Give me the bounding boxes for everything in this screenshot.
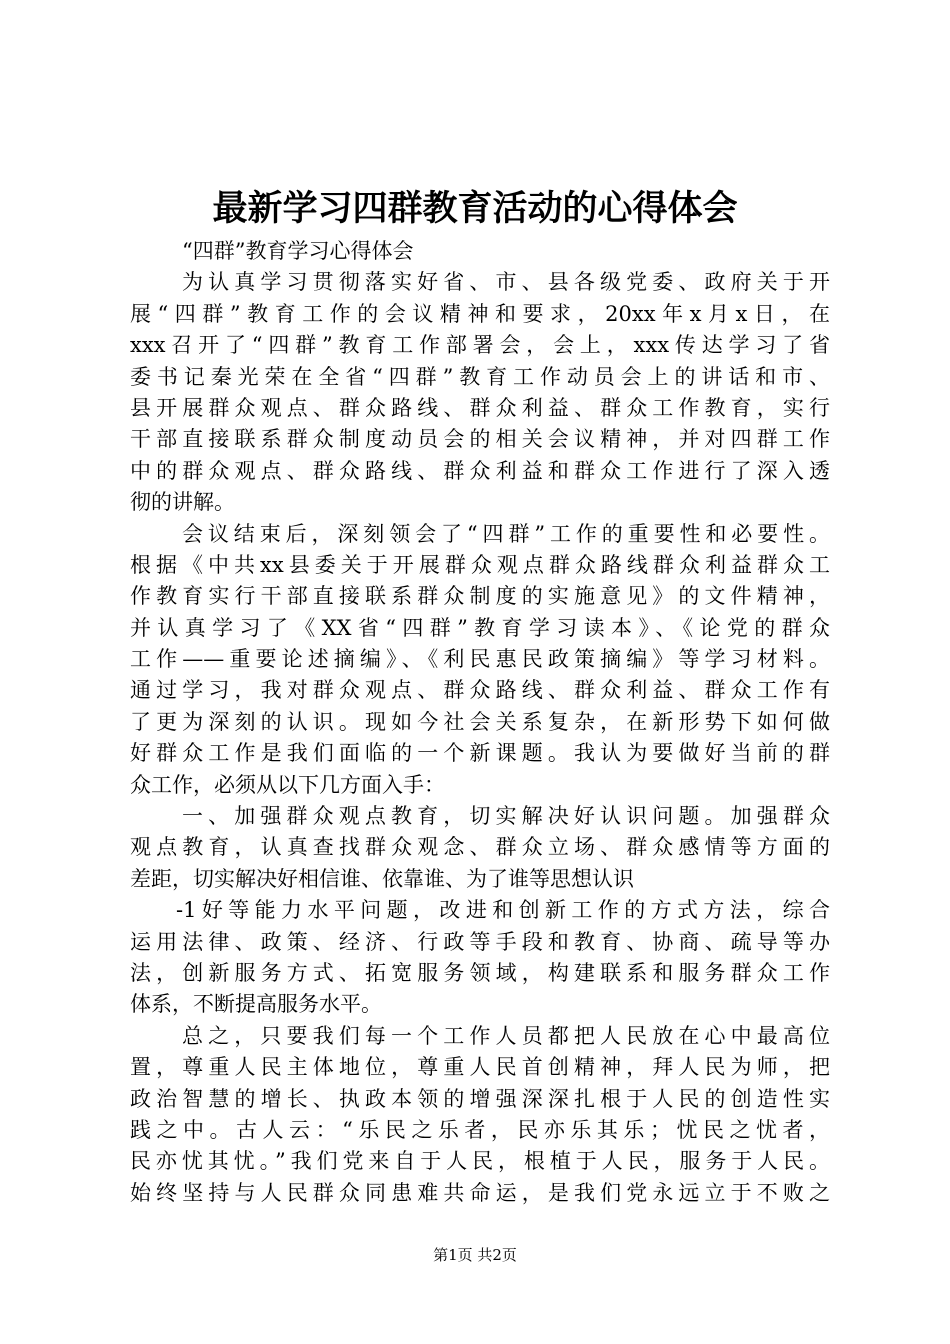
paragraph-line: 彻的讲解。: [130, 490, 235, 515]
paragraph-line: 工作——重要论述摘编》、《利民惠民政策摘编》等学习材料。: [130, 647, 830, 672]
subtitle-line: “四群”教育学习心得体会: [182, 239, 414, 263]
paragraph-line: xxx召开了“四群”教育工作部署会，会上，xxx传达学习了省: [130, 333, 830, 358]
paragraph-line: 运用法律、政策、经济、行政等手段和教育、协商、疏导等办: [130, 929, 830, 954]
paragraph-line: -1好等能力水平问题，改进和创新工作的方式方法，综合: [176, 898, 830, 923]
paragraph-line: 通过学习，我对群众观点、群众路线、群众利益、群众工作有: [130, 678, 830, 703]
paragraph-line: 民亦忧其忧。”我们党来自于人民，根植于人民，服务于人民。: [130, 1149, 830, 1174]
paragraph-line: 为认真学习贯彻落实好省、市、县各级党委、政府关于开: [182, 270, 830, 295]
paragraph-line: 始终坚持与人民群众同患难共命运，是我们党永远立于不败之: [130, 1180, 830, 1205]
paragraph-line: 践之中。古人云：“乐民之乐者，民亦乐其乐；忧民之忧者，: [130, 1117, 830, 1142]
paragraph-line: 众工作，必须从以下几方面入手：: [130, 772, 445, 797]
paragraph-line: 委书记秦光荣在全省“四群”教育工作动员会上的讲话和市、: [130, 364, 830, 389]
paragraph-line: 展“四群”教育工作的会议精神和要求，20xx年x月x日，在: [130, 301, 830, 326]
paragraph-line: 政治智慧的增长、执政本领的增强深深扎根于人民的创造性实: [130, 1086, 830, 1111]
paragraph-line: 置，尊重人民主体地位，尊重人民首创精神，拜人民为师，把: [130, 1055, 830, 1080]
paragraph-line: 总之，只要我们每一个工作人员都把人民放在心中最高位: [182, 1023, 830, 1048]
paragraph-line: 体系，不断提高服务水平。: [130, 992, 382, 1017]
paragraph-line: 作教育实行干部直接联系群众制度的实施意见》的文件精神，: [130, 584, 830, 609]
page-footer: 第1页 共2页: [433, 1246, 517, 1264]
paragraph-line: 观点教育，认真查找群众观念、群众立场、群众感情等方面的: [130, 835, 830, 860]
paragraph-line: 根据《中共xx县委关于开展群众观点群众路线群众利益群众工: [130, 552, 830, 577]
paragraph-line: 会议结束后，深刻领会了“四群”工作的重要性和必要性。: [182, 521, 830, 546]
paragraph-line: 好群众工作是我们面临的一个新课题。我认为要做好当前的群: [130, 741, 830, 766]
paragraph-line: 中的群众观点、群众路线、群众利益和群众工作进行了深入透: [130, 458, 830, 483]
document-title: 最新学习四群教育活动的心得体会: [212, 188, 738, 229]
paragraph-line: 一、加强群众观点教育，切实解决好认识问题。加强群众: [182, 804, 830, 829]
paragraph-line: 并认真学习了《XX省“四群”教育学习读本》、《论党的群众: [130, 615, 830, 640]
paragraph-line: 县开展群众观点、群众路线、群众利益、群众工作教育，实行: [130, 395, 830, 420]
paragraph-line: 干部直接联系群众制度动员会的相关会议精神，并对四群工作: [130, 427, 830, 452]
document-body: [130, 236, 830, 1209]
paragraph-line: 差距，切实解决好相信谁、依靠谁、为了谁等思想认识: [130, 866, 634, 891]
paragraph-line: 法，创新服务方式、拓宽服务领域，构建联系和服务群众工作: [130, 960, 830, 985]
paragraph-line: 了更为深刻的认识。现如今社会关系复杂，在新形势下如何做: [130, 709, 830, 734]
